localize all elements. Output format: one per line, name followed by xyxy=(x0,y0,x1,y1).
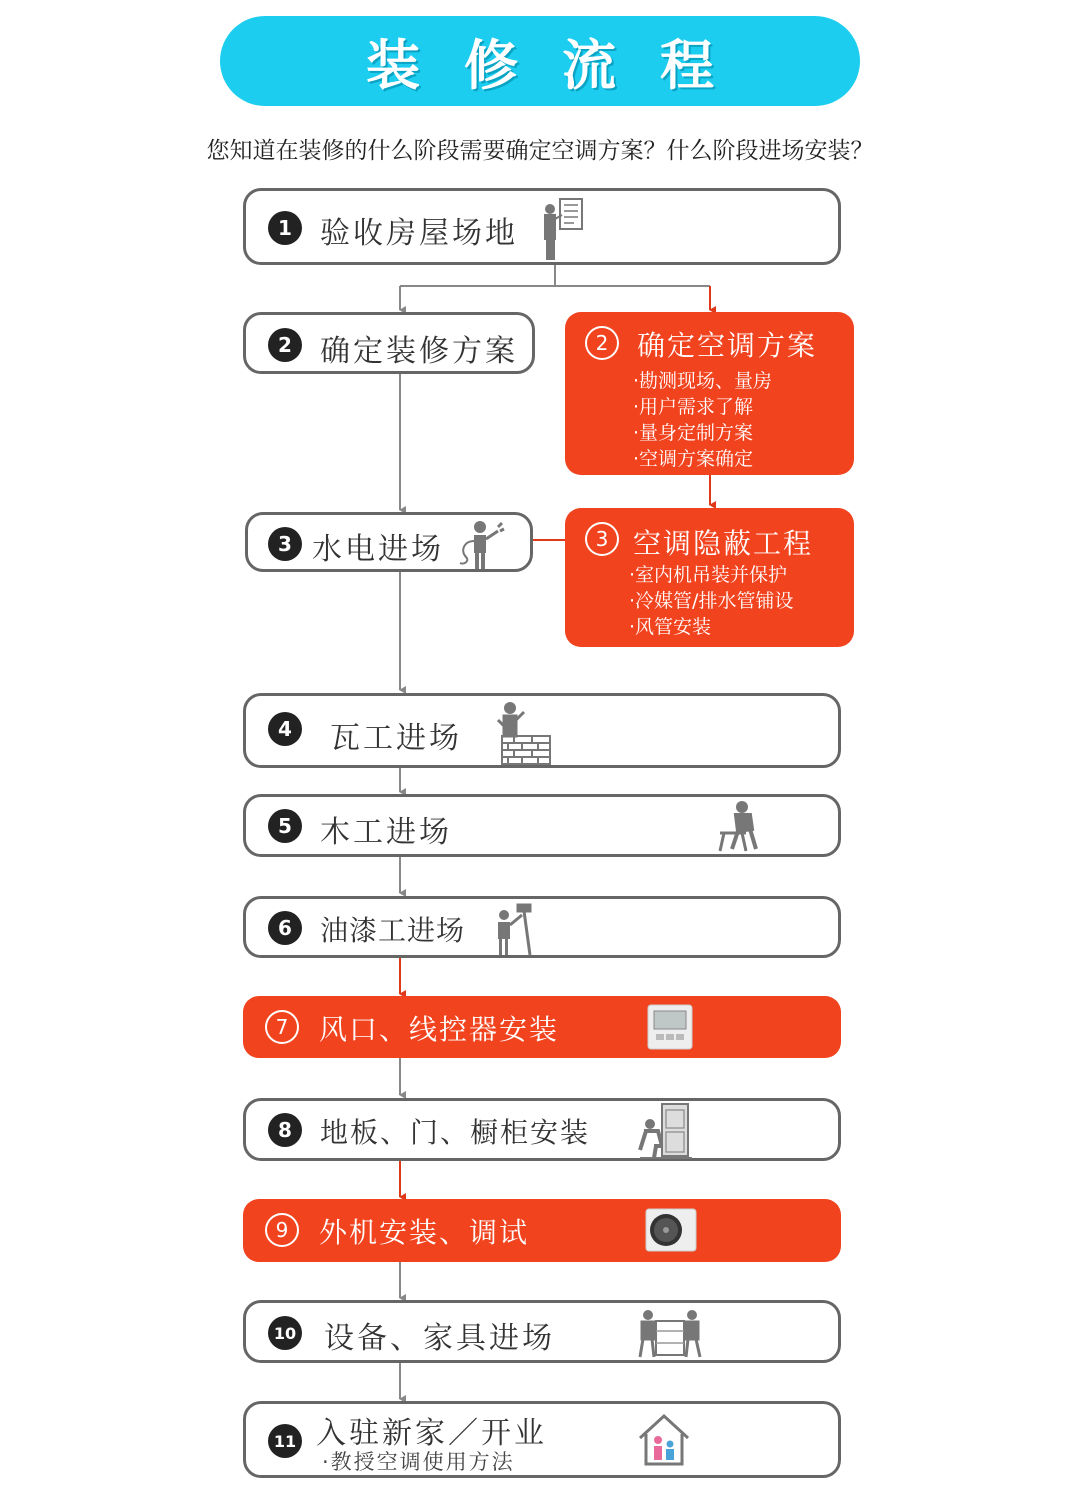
painter-icon xyxy=(490,901,536,957)
step-label: 木工进场 xyxy=(320,815,452,850)
step-number: 8 xyxy=(268,1113,302,1147)
side-step-3 xyxy=(565,508,854,647)
step-3 xyxy=(245,512,533,572)
step-label: 入驻新家／开业 xyxy=(316,1416,547,1451)
connector-1-split xyxy=(400,264,710,286)
step-6 xyxy=(243,896,841,958)
step-1 xyxy=(243,188,841,265)
step-label: 设备、家具进场 xyxy=(324,1321,555,1356)
step-label: 验收房屋场地 xyxy=(320,216,518,251)
step-number: 11 xyxy=(268,1424,302,1458)
step-label: 风口、线控器安装 xyxy=(319,1013,560,1046)
step-number: 9 xyxy=(265,1213,299,1247)
step-label: 瓦工进场 xyxy=(330,721,462,756)
side-step-bullet: ·室内机吊装并保护 xyxy=(629,564,788,586)
thermostat-icon xyxy=(647,1004,693,1050)
step-5 xyxy=(243,794,841,857)
outdoor-unit-icon xyxy=(645,1208,697,1254)
step-label: 油漆工进场 xyxy=(320,914,466,947)
step-10 xyxy=(243,1300,841,1363)
step-number: 7 xyxy=(265,1010,299,1044)
subtitle: 您知道在装修的什么阶段需要确定空调方案？什么阶段进场安装？ xyxy=(206,138,874,164)
inspector-icon xyxy=(538,195,588,263)
step-label: 外机安装、调试 xyxy=(319,1216,530,1249)
page-title: 装修流程 xyxy=(366,33,758,97)
house-family-icon xyxy=(636,1412,692,1468)
electrician-icon xyxy=(454,517,506,571)
side-step-number: 3 xyxy=(585,522,619,556)
step-label: 地板、门、橱柜安装 xyxy=(320,1116,591,1149)
side-step-2 xyxy=(565,312,854,475)
bricklayer-icon xyxy=(492,698,554,766)
step-number: 5 xyxy=(268,809,302,843)
side-step-bullet: ·量身定制方案 xyxy=(633,422,754,444)
step-number: 4 xyxy=(268,712,302,746)
side-step-bullet: ·勘测现场、量房 xyxy=(633,370,773,392)
side-step-bullet: ·风管安装 xyxy=(629,616,712,638)
step-label: 水电进场 xyxy=(312,532,444,567)
carpenter-icon xyxy=(716,799,768,855)
step-number: 3 xyxy=(268,527,302,561)
side-step-title: 空调隐蔽工程 xyxy=(633,527,814,560)
step-number: 6 xyxy=(268,911,302,945)
step-number: 10 xyxy=(268,1316,302,1350)
step-number: 1 xyxy=(268,211,302,245)
step-sub-label: ·教授空调使用方法 xyxy=(322,1450,515,1474)
step-number: 2 xyxy=(268,328,302,362)
movers-icon xyxy=(638,1307,702,1363)
step-9 xyxy=(243,1199,841,1262)
side-step-number: 2 xyxy=(585,326,619,360)
door-installer-icon xyxy=(636,1102,694,1160)
step-11 xyxy=(243,1401,841,1478)
side-step-bullet: ·空调方案确定 xyxy=(633,448,754,470)
step-2 xyxy=(243,312,535,374)
step-label: 确定装修方案 xyxy=(320,334,518,369)
step-4 xyxy=(243,693,841,768)
side-step-title: 确定空调方案 xyxy=(637,329,818,362)
step-7 xyxy=(243,996,841,1058)
step-8 xyxy=(243,1098,841,1161)
side-step-bullet: ·冷媒管/排水管铺设 xyxy=(629,590,794,612)
side-step-bullet: ·用户需求了解 xyxy=(633,396,754,418)
